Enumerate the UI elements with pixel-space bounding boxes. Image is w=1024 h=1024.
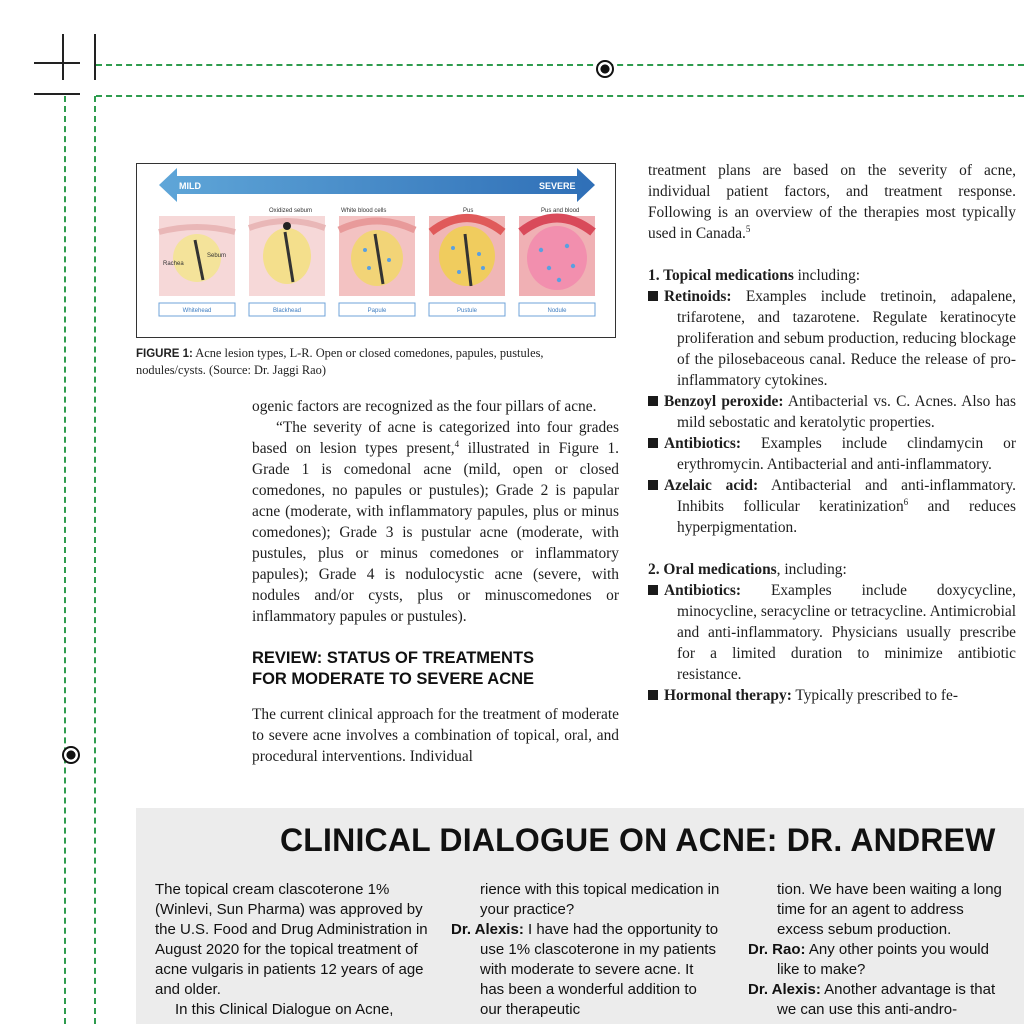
figure-caption-label: FIGURE 1: [136, 348, 193, 360]
figure-caption-text: Acne lesion types, L-R. Open or closed comedones, papules, pustules, nodules/cysts. (Source: Dr. Jaggi Rao) [136, 346, 544, 377]
footnote-ref: 4 [454, 438, 460, 449]
trim-guide [96, 95, 1024, 97]
list-heading-text: , including: [776, 561, 847, 578]
list-heading-term: 2. Oral medications [648, 561, 777, 578]
figure-caption [136, 345, 616, 378]
crop-mark [94, 34, 96, 80]
dialogue-paragraph: rience with this topical medication in your practice? [480, 881, 720, 918]
list-item [648, 391, 1016, 433]
paragraph-severity [252, 417, 619, 627]
dialogue-paragraph: In this Clinical Dialogue on Acne, [175, 1001, 394, 1018]
crop-mark [34, 62, 80, 64]
list-item-term: Antibiotics: [664, 582, 741, 599]
section-heading-line: FOR MODERATE TO SEVERE ACNE [252, 670, 535, 688]
speech-text: Another advantage is that we can use this anti-andro- [777, 981, 996, 1018]
lesion-annotation: Oxidized sebum [269, 208, 313, 214]
section-heading-line: REVIEW: STATUS OF TREATMENTS [252, 649, 535, 667]
trim-guide [94, 96, 96, 1024]
list-item-term: Retinoids: [664, 288, 732, 305]
paragraph: ogenic factors are recognized as the four pillars of acne. [252, 398, 597, 415]
dialogue-speech [748, 940, 1014, 980]
list-heading-term: 1. Topical medications [648, 267, 794, 284]
dialogue-paragraph: tion. We have been waiting a long time for an agent to address excess sebum production. [777, 881, 1002, 938]
square-bullet-icon [648, 291, 658, 301]
list-heading-oral [648, 559, 1016, 580]
lesion-papule [339, 208, 415, 296]
lesion-whitehead [159, 216, 235, 296]
lesion-extra-label: Sebum [207, 253, 227, 259]
footnote-ref: 6 [903, 496, 909, 507]
list-heading-topical [648, 265, 1016, 286]
dialogue-paragraph: The topical cream clascoterone 1% (Winlevi, Sun Pharma) was approved by the U.S. Food and Drug Administration in August 2020 for the topical treatment of acne vulgaris in patients 12 years of age and older. [155, 881, 428, 998]
lesion-annotation: Pus and blood [541, 208, 580, 214]
figure-acne-lesions [136, 163, 616, 338]
severity-arrow [159, 168, 595, 202]
square-bullet-icon [648, 396, 658, 406]
crop-mark [62, 34, 64, 80]
square-bullet-icon [648, 585, 658, 595]
severity-left-label: MILD [179, 181, 201, 191]
speech-text: I have had the opportunity to use 1% clascoterone in my patients with moderate to severe acne. It has been a wonderful addition to our therapeutic [480, 921, 719, 1018]
dialogue-column-2 [451, 880, 721, 1020]
lesion-nodule [519, 208, 595, 296]
paragraph-text: treatment plans are based on the severity of acne, individual patient factors, and treatment response. Following is an overview of the therapies most typically used in Canada. [648, 162, 1016, 242]
trim-guide [64, 96, 66, 1024]
list-item-term: Azelaic acid: [664, 477, 759, 494]
severity-right-label: SEVERE [539, 181, 576, 191]
list-item-text: Examples include doxycycline, minocycline, seracycline or tetracycline. Antimicrobial and anti-inflammatory. Physicians usually prescribe for a limited duration to minimize antibiotic resistance. [677, 582, 1016, 683]
lesion-annotation: White blood cells [341, 208, 387, 214]
list-item-text: Examples include tretinoin, adapalene, trifarotene, and tazarotene. Regulate keratinocyte proliferation and sebum production, reducing blockage of the pilosebaceous canal. Reduce the release of pro-inflammatory cytokines. [677, 288, 1016, 389]
speaker-name: Dr. Rao: [748, 941, 806, 958]
list-item [648, 475, 1016, 538]
lesion-extra-label: Rachea [163, 261, 184, 267]
list-item-text: Antibacterial and anti-inflammatory. Inhibits follicular keratinization [677, 477, 1016, 515]
dialogue-title: CLINICAL DIALOGUE ON ACNE: DR. ANDREW [280, 822, 996, 858]
dialogue-column-1 [155, 880, 435, 1020]
right-text-column [648, 160, 1016, 706]
clinical-dialogue-box [136, 808, 1024, 1024]
lesion-label-pustule: Pustule [456, 308, 478, 314]
left-text-column [252, 396, 619, 767]
list-item-text: Typically prescribed to fe- [791, 687, 958, 704]
list-item [648, 685, 1016, 706]
lesion-annotation: Pus [463, 208, 474, 214]
list-heading-text: including: [793, 267, 861, 284]
list-item-term: Antibiotics: [664, 435, 741, 452]
paragraph-text: illustrated in Figure 1. Grade 1 is comedonal acne (mild, open or closed comedones, no papules or pustules); Grade 2 is papular acne (moderate, with inflammatory papules, plus or minus comedones); Grade 3 is pustular acne (moderate, with pustules, plus or minus comedones or inflammatory papules); Grade 4 is nodulocystic acne (severe, with nodules and/or cysts, plus or minuscomedones or inflammatory papules or pustules). [252, 440, 619, 625]
trim-guide [96, 64, 1024, 66]
square-bullet-icon [648, 690, 658, 700]
lesion-label-blackhead: Blackhead [272, 308, 302, 314]
footnote-ref: 5 [745, 223, 751, 234]
acne-lesion-illustration [137, 164, 614, 336]
list-item-text: Examples include clindamycin or erythromycin. Antibacterial and anti-inflammatory. [677, 435, 1016, 473]
lesion-label-whitehead: Whitehead [182, 308, 212, 314]
square-bullet-icon [648, 480, 658, 490]
paragraph-intro [648, 160, 1016, 244]
dialogue-speech [451, 920, 721, 1020]
list-item [648, 286, 1016, 391]
paragraph-text: “The severity of acne is categorized into four grades based on lesion types present, [252, 419, 619, 457]
list-item-term: Hormonal therapy: [664, 687, 792, 704]
dialogue-speech [748, 980, 1014, 1020]
square-bullet-icon [648, 438, 658, 448]
list-item-text: and reduces hyperpigmentation. [677, 498, 1016, 536]
lesion-pustule [429, 208, 505, 296]
paragraph: The current clinical approach for the treatment of moderate to severe acne involves a combination of topical, oral, and procedural interventions. Individual [252, 706, 619, 765]
speech-text: Any other points you would like to make? [777, 941, 989, 978]
list-item [648, 580, 1016, 685]
lesion-label-nodule: Nodule [547, 308, 567, 314]
list-item [648, 433, 1016, 475]
speaker-name: Dr. Alexis: [451, 921, 524, 938]
speaker-name: Dr. Alexis: [748, 981, 821, 998]
registration-mark-icon [596, 60, 614, 78]
lesion-blackhead [249, 208, 325, 296]
crop-mark [34, 93, 80, 95]
section-heading [252, 648, 619, 690]
registration-mark-icon [62, 746, 80, 764]
list-item-term: Benzoyl peroxide: [664, 393, 784, 410]
list-item-text: Antibacterial vs. C. Acnes. Also has mild sebostatic and keratolytic properties. [677, 393, 1016, 431]
lesion-label-papule: Papule [367, 308, 387, 314]
dialogue-column-3 [748, 880, 1014, 1020]
